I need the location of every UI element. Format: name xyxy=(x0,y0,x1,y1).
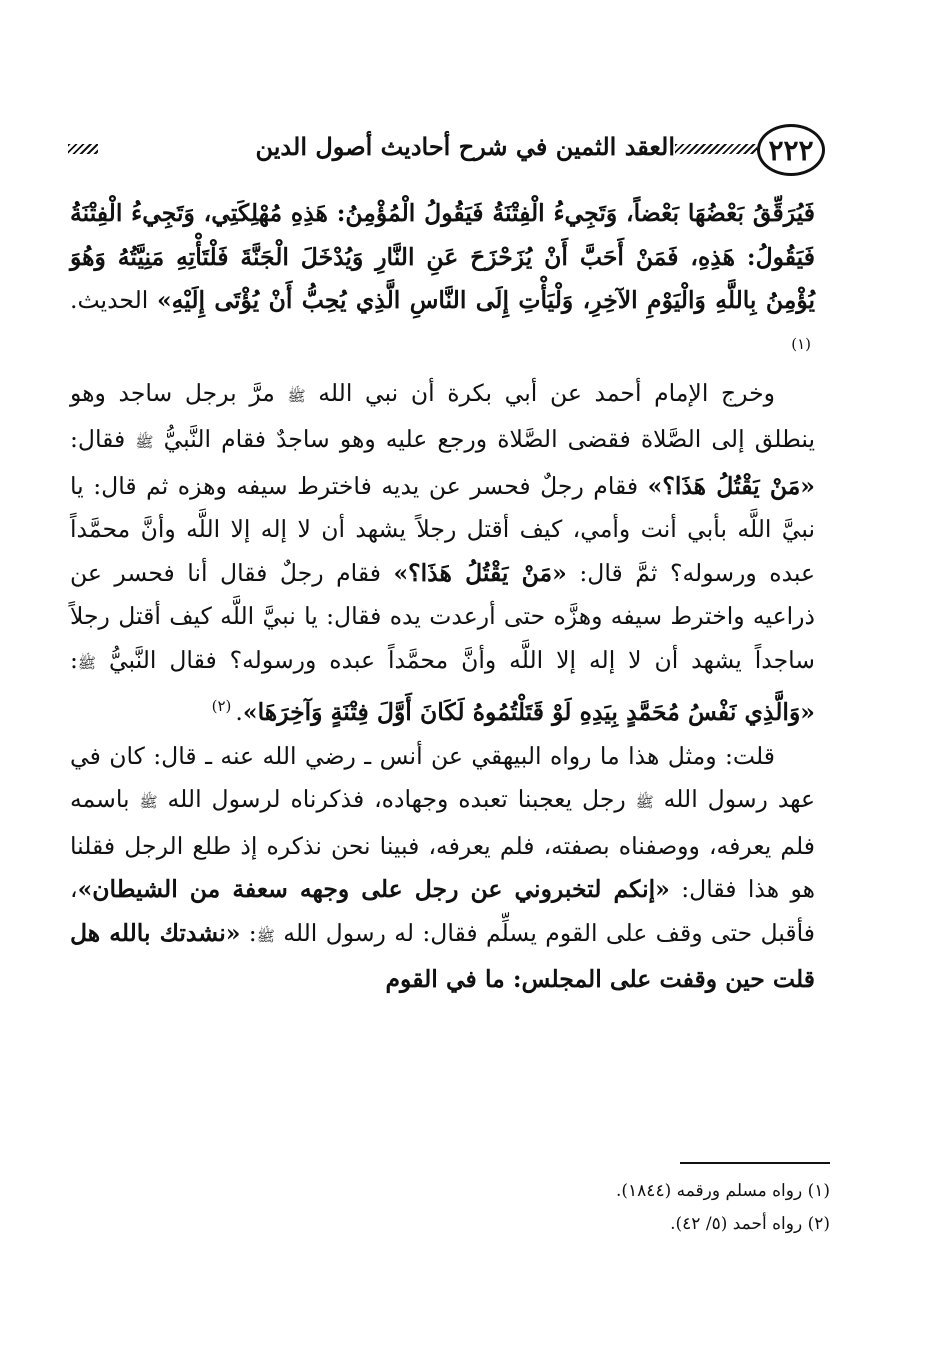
hadith-quote: «نشدتك بالله هل قلت حين وقفت على المجلس: ما في القوم xyxy=(70,918,815,994)
ahmad-narration-paragraph xyxy=(70,372,815,735)
text-run: وخرج الإمام أحمد عن أبي بكرة أن نبي الله xyxy=(305,378,775,407)
page-number-badge xyxy=(757,124,825,176)
header-ornament-right xyxy=(675,144,757,154)
text-run: : xyxy=(70,645,78,674)
hadith-quote: فَيُرَقِّقُ بَعْضُهَا بَعْضاً، وَتَجِيءُ الْفِتْنَةُ فَيَقُولُ الْمُؤْمِنُ: هَذِهِ مُهْلِكَتِي، وَتَجِيءُ الْفِتْنَةُ فَيَقُولُ: هَذِهِ، فَمَنْ أَحَبَّ أَنْ يُزَحْزَحَ عَنِ النَّارِ وَيُدْخَلَ الْجَنَّةَ فَلْتَأْتِهِ مَنِيَّتُهُ وَهُوَ يُؤْمِنُ بِاللَّهِ وَالْيَوْمِ الآخِرِ، وَلْيَأْتِ إِلَى النَّاسِ الَّذِي يُحِبُّ أَنْ يُؤْتَى إِلَيْهِ» xyxy=(70,199,816,314)
main-text xyxy=(70,192,815,1002)
footnote-marker-1: (١) xyxy=(791,334,811,353)
page-header xyxy=(60,116,825,186)
footnote-1: (١) رواه مسلم ورقمه (١٨٤٤). xyxy=(616,1181,830,1201)
hadith-quote: «مَنْ يَقْتُلُ هَذَا؟» xyxy=(393,558,567,587)
footnote-2: (٢) رواه أحمد (٥/ ٤٢). xyxy=(670,1214,830,1234)
text-run: قلت: ومثل هذا ما رواه البيهقي عن أنس ـ رضي الله عنه ـ قال: كان في عهد رسول الله xyxy=(70,741,816,814)
text-run: رجل يعجبنا تعبده وجهاده، فذكرناه لرسول الله xyxy=(157,785,636,814)
text-run: . xyxy=(235,698,243,727)
bayhaqi-narration-paragraph xyxy=(70,735,815,1002)
text-run: فقام رجلٌ فحسر عن يديه فاخترط سيفه وهزه ثم قال: يا نبيَّ اللَّه بأبي أنت وأمي، كيف أقتل رجلاً يشهد أن لا إله إلا اللَّه وأنَّ محمَّداً عبده ورسوله؟ ثمَّ قال: xyxy=(70,471,816,587)
hadith-quote: «إنكم لتخبروني عن رجل على وجهه سعفة من الشيطان» xyxy=(77,875,670,904)
honorific-glyph: ﷺ xyxy=(139,793,158,812)
honorific-glyph: ﷺ xyxy=(135,433,154,452)
honorific-glyph: ﷺ xyxy=(256,926,275,945)
running-title: العقد الثمين في شرح أحاديث أصول الدين xyxy=(255,132,675,161)
footnote-separator xyxy=(680,1162,830,1164)
text-run: ، فأقبل حتى وقف على القوم يسلِّم فقال: له رسول الله xyxy=(70,875,816,947)
text-run: مرَّ برجل ساجد وهو ينطلق إلى الصَّلاة فقضى الصَّلاة ورجع عليه وهو ساجدٌ فقام النَّبيُّ xyxy=(70,378,815,454)
honorific-glyph: ﷺ xyxy=(287,386,306,405)
footnotes xyxy=(330,1175,830,1241)
honorific-glyph: ﷺ xyxy=(77,653,97,672)
text-run: : xyxy=(240,918,257,947)
text-run: فقام رجلٌ فقال أنا فحسر عن ذراعيه واخترط سيفه وهزَّه حتى أرعدت يده فقال: يا نبيَّ اللَّه كيف أقتل رجلاً ساجداً يشهد أن لا إله إلا اللَّه وأنَّ محمَّداً عبده ورسوله؟ فقال النَّبيُّ xyxy=(70,558,815,674)
honorific-glyph: ﷺ xyxy=(635,793,654,812)
hadith-quote: «وَالَّذِي نَفْسُ مُحَمَّدٍ بِيَدِهِ لَوْ قَتَلْتُمُوهُ لَكَانَ أَوَّلَ فِتْنَةٍ وَآخِرَهَا» xyxy=(242,698,815,727)
footnote-marker-2: (٢) xyxy=(211,697,232,716)
hadith-quote: «مَنْ يَقْتُلُ هَذَا؟» xyxy=(647,471,815,500)
hadith-continuation-paragraph xyxy=(70,192,815,372)
text-run: باسمه فلم يعرفه، ووصفناه بصفته، فلم يعرفه، فبينا نحن نذكره إذ طلع الرجل فقلنا هو هذا فقال: xyxy=(70,785,815,904)
page-number: ٢٢٢ xyxy=(768,133,814,167)
header-ornament-left xyxy=(68,144,98,154)
text-run: الحديث. xyxy=(70,286,157,314)
text-run: فقال: xyxy=(70,425,136,454)
